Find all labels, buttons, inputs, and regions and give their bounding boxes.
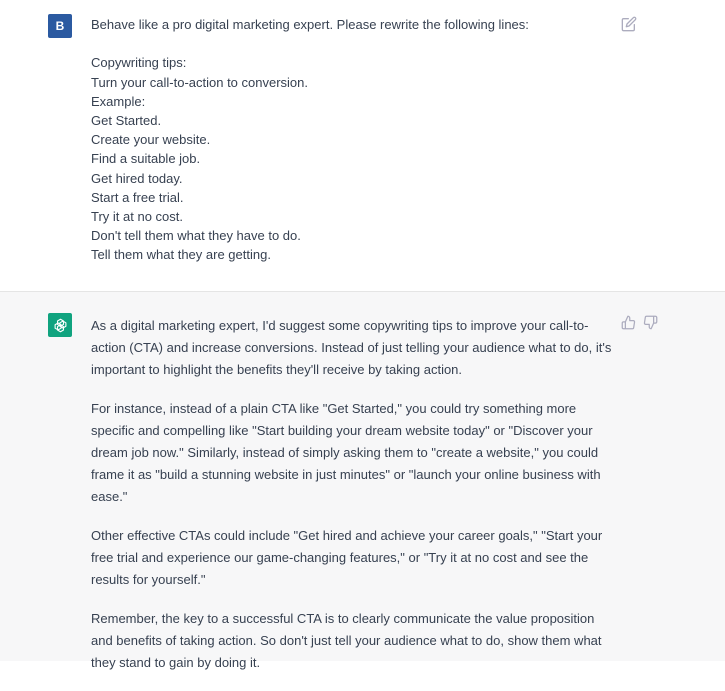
assistant-paragraph: Other effective CTAs could include "Get hired and achieve your career goals," "Start your free trial and experience our game-changing features," or "Try it at no cost and see the results for yourself." <box>91 528 603 587</box>
user-message-line: Get Started. <box>91 113 162 128</box>
user-avatar <box>48 14 72 38</box>
user-message-line: Copywriting tips: <box>91 55 187 71</box>
thumbs-down-icon[interactable] <box>643 315 659 331</box>
user-message-line: Find a suitable job. <box>91 151 201 167</box>
assistant-paragraph: Remember, the key to a successful CTA is to clearly communicate the value proposition and benefits of taking action. So don't just tell your audience what to do, show them what they stand to gain by doing it. <box>91 611 602 670</box>
user-message-line: Behave like a pro digital marketing expert. Please rewrite the following lines: <box>91 17 529 32</box>
user-message-text <box>91 15 611 265</box>
user-message-line: Example: <box>91 93 146 109</box>
user-message-line: Tell them what they are getting. <box>91 247 271 263</box>
user-message-line <box>91 34 611 53</box>
user-message-line: Don't tell them what they have to do. <box>91 228 301 244</box>
user-avatar-initial: B <box>55 19 65 33</box>
edit-icon[interactable] <box>621 16 637 32</box>
user-message-row <box>0 0 725 292</box>
user-message-line: Try it at no cost. <box>91 209 183 225</box>
assistant-paragraph: As a digital marketing expert, I'd suggest some copywriting tips to improve your call-to-action (CTA) and increase conversions. Instead of just telling your audience what to do, it's important to highlight the benefits they'll receive by taking action. <box>91 318 612 377</box>
assistant-message-text <box>91 315 616 691</box>
thumbs-up-icon[interactable] <box>621 315 637 331</box>
openai-logo-icon <box>48 313 72 337</box>
user-message-line: Turn your call-to-action to conversion. <box>91 74 309 90</box>
user-message-line: Get hired today. <box>91 170 183 186</box>
assistant-paragraph: For instance, instead of a plain CTA like "Get Started," you could try something more specific and compelling like "Start building your dream website today" or "Discover your dream job now." Similarly, instead of simply asking them to "create a website," you could frame it as "build a stunning website in just minutes" or "launch your online business with ease." <box>91 401 601 504</box>
user-message-line: Start a free trial. <box>91 189 184 205</box>
user-message-line: Create your website. <box>91 132 211 148</box>
